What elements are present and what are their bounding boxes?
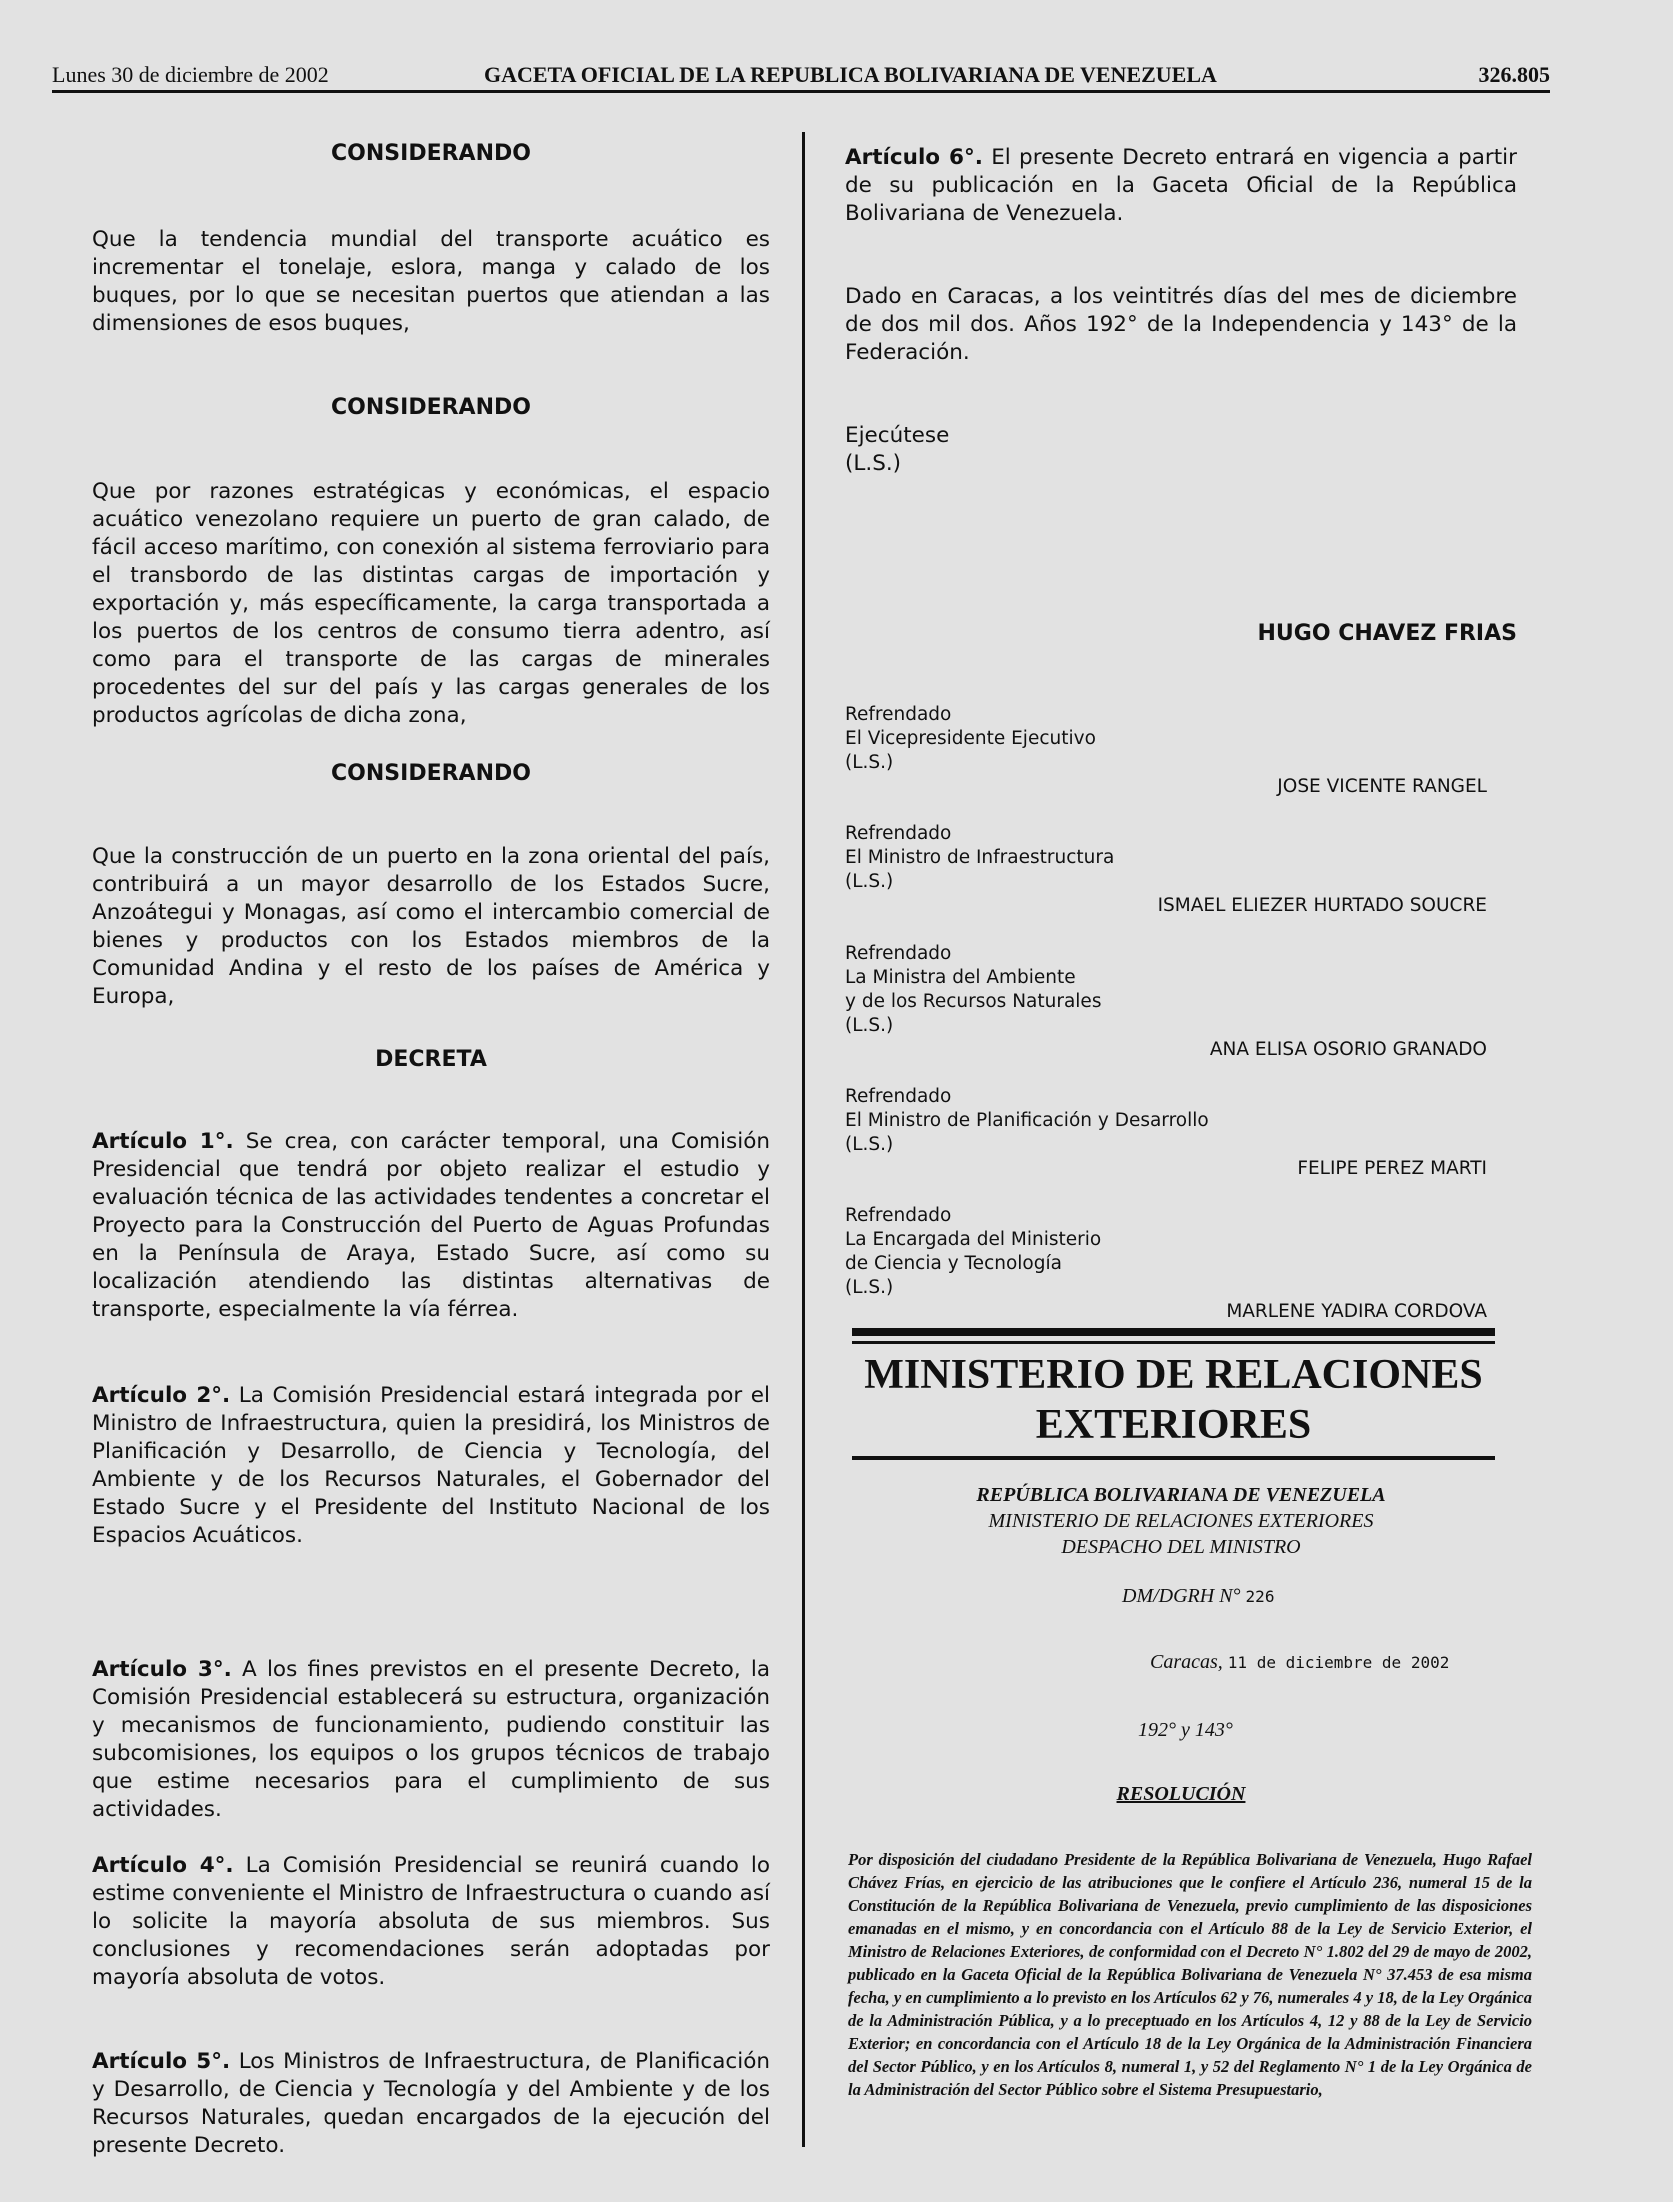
- article-4-text: La Comisión Presidencial se reunirá cuando lo estime conveniente el Ministro de Infraestructura o cuando así lo solicite la mayoría absoluta de sus miembros. Sus conclusiones y recomendaciones serán adoptadas por mayoría absoluta de votos.: [92, 1853, 770, 1990]
- dm-number-line: [845, 1582, 1517, 1611]
- refrendado-name: JOSE VICENTE RANGEL: [1277, 776, 1487, 797]
- considerando-paragraph-1: Que la tendencia mundial del transporte acuático es incrementar el tonelaje, eslora, manga y calado de los buques, por lo que se necesitan puertos que atiendan a las dimensiones de esos buques,: [92, 227, 770, 336]
- considerando-heading-3: CONSIDERANDO: [331, 761, 531, 786]
- refrendado-role: La Encargada del Ministerio: [845, 1229, 1102, 1250]
- caracas-date-line: [845, 1648, 1517, 1677]
- dm-label: DM/DGRH N°: [1122, 1585, 1241, 1607]
- ejecutese-block: [845, 422, 1517, 478]
- article-5-label: Artículo 5°.: [92, 2049, 231, 2074]
- refrendado-name: ISMAEL ELIEZER HURTADO SOUCRE: [1157, 895, 1487, 916]
- republic-line: REPÚBLICA BOLIVARIANA DE VENEZUELA: [976, 1484, 1386, 1506]
- refrendado-block-5: Refrendado La Encargada del Ministerio de Ciencia y Tecnología (L.S.) MARLENE YADIRA CORDOVA: [845, 1204, 1517, 1324]
- article-3-label: Artículo 3°.: [92, 1657, 232, 1682]
- article-3: [92, 1656, 770, 1824]
- refrendado-role: La Ministra del Ambiente: [845, 967, 1076, 988]
- considerando-heading-2: CONSIDERANDO: [331, 395, 531, 420]
- article-1-label: Artículo 1°.: [92, 1129, 234, 1154]
- header-title: GACETA OFICIAL DE LA REPUBLICA BOLIVARIANA DE VENEZUELA: [484, 62, 1217, 87]
- ministry-top-rule: [852, 1328, 1495, 1336]
- refrendado-name: ANA ELISA OSORIO GRANADO: [1209, 1039, 1487, 1060]
- header-date: Lunes 30 de diciembre de 2002: [52, 62, 329, 87]
- article-5: [92, 2048, 770, 2160]
- considerando-paragraph-2: Que por razones estratégicas y económicas, el espacio acuático venezolano requiere un puerto de gran calado, de fácil acceso marítimo, con conexión al sistema ferroviario para el transbordo de las distintas cargas de importación y exportación y, más específicamente, la carga transportada a los puertos de los centros de consumo tierra adentro, así como para el transporte de las cargas de minerales procedentes del sur del país y las cargas generales de los productos agrícolas de dicha zona,: [92, 479, 770, 728]
- dm-number: 226: [1245, 1587, 1275, 1606]
- refrendado-role: El Ministro de Infraestructura: [845, 847, 1115, 868]
- ministry-title: MINISTERIO DE RELACIONES EXTERIORES: [864, 1352, 1483, 1448]
- refrendado-block-2: Refrendado El Ministro de Infraestructura (L.S.) ISMAEL ELIEZER HURTADO SOUCRE: [845, 822, 1517, 918]
- article-4: [92, 1852, 770, 1992]
- considerando-paragraph-3: Que la construcción de un puerto en la zona oriental del país, contribuirá a un mayor desarrollo de los Estados Sucre, Anzoátegui y Monagas, así como el intercambio comercial de bienes y productos con los Estados miembros de la Comunidad Andina y el resto de los países de América y Europa,: [92, 844, 770, 1009]
- refrendado-block-1: Refrendado El Vicepresidente Ejecutivo (L.S.) JOSE VICENTE RANGEL: [845, 703, 1517, 799]
- article-2-text: La Comisión Presidencial estará integrada por el Ministro de Infraestructura, quien la presidirá, los Ministros de Planificación y Desarrollo, de Ciencia y Tecnología, del Ambiente y de los Recursos Naturales, el Gobernador del Estado Sucre y el Presidente del Instituto Nacional de los Espacios Acuáticos.: [92, 1383, 770, 1548]
- article-2: [92, 1382, 770, 1550]
- years-line: 192° y 143°: [1138, 1719, 1233, 1741]
- article-6-label: Artículo 6°.: [845, 145, 983, 170]
- ministry-bottom-rule: [852, 1456, 1495, 1460]
- refrendado-name: MARLENE YADIRA CORDOVA: [1226, 1301, 1487, 1322]
- article-5-text: Los Ministros de Infraestructura, de Planificación y Desarrollo, de Ciencia y Tecnología y del Ambiente y de los Recursos Naturales, quedan encargados de la ejecución del presente Decreto.: [92, 2049, 770, 2158]
- gazette-header: [52, 60, 1550, 93]
- president-signature: HUGO CHAVEZ FRIAS: [1257, 621, 1517, 646]
- refrendado-role: El Vicepresidente Ejecutivo: [845, 728, 1096, 749]
- decreta-heading: DECRETA: [375, 1047, 487, 1072]
- article-6: [845, 144, 1517, 228]
- article-1-text: Se crea, con carácter temporal, una Comisión Presidencial que tendrá por objeto realizar el estudio y evaluación técnica de las actividades tendentes a concretar el Proyecto para la Construcción del Puerto de Aguas Profundas en la Península de Araya, Estado Sucre, así como su localización atendiendo las distintas alternativas de transporte, especialmente la vía férrea.: [92, 1129, 770, 1322]
- refrendado-name: FELIPE PEREZ MARTI: [1297, 1158, 1487, 1179]
- article-6-text: El presente Decreto entrará en vigencia a partir de su publicación en la Gaceta Oficial de la República Bolivariana de Venezuela.: [845, 145, 1517, 226]
- refrendado-block-3: Refrendado La Ministra del Ambiente y de los Recursos Naturales (L.S.) ANA ELISA OSORIO GRANADO: [845, 942, 1517, 1062]
- ls-seal-text: (L.S.): [845, 451, 902, 476]
- ministry-line: MINISTERIO DE RELACIONES EXTERIORES: [988, 1510, 1374, 1532]
- article-2-label: Artículo 2°.: [92, 1383, 231, 1408]
- refrendado-role-cont: y de los Recursos Naturales: [845, 991, 1102, 1012]
- resolucion-heading: RESOLUCIÓN: [1116, 1783, 1246, 1805]
- article-4-label: Artículo 4°.: [92, 1853, 234, 1878]
- dado-en-caracas: Dado en Caracas, a los veintitrés días del mes de diciembre de dos mil dos. Años 192° de la Independencia y 143° de la Federación.: [845, 284, 1517, 365]
- refrendado-block-4: Refrendado El Ministro de Planificación y Desarrollo (L.S.) FELIPE PEREZ MARTI: [845, 1085, 1517, 1181]
- ministry-top-rule-thin: [852, 1341, 1495, 1344]
- caracas-label: Caracas,: [1150, 1651, 1223, 1673]
- column-divider: [802, 132, 805, 2147]
- ejecutese-text: Ejecútese: [845, 423, 950, 448]
- caracas-date: 11 de diciembre de 2002: [1227, 1653, 1450, 1672]
- refrendado-role: El Ministro de Planificación y Desarrollo: [845, 1110, 1209, 1131]
- resolution-letterhead: [845, 1482, 1517, 1560]
- refrendado-role-cont: de Ciencia y Tecnología: [845, 1253, 1062, 1274]
- considerando-heading-1: CONSIDERANDO: [331, 141, 531, 166]
- article-1: [92, 1128, 770, 1324]
- despacho-line: DESPACHO DEL MINISTRO: [1061, 1536, 1301, 1558]
- resolution-preamble: Por disposición del ciudadano Presidente de la República Bolivariana de Venezuela, Hugo Rafael Chávez Frías, en ejercicio de las atribuciones que le confiere el Artículo 236, numeral 15 de la Constitución de la República Bolivariana de Venezuela, previo cumplimiento de las disposiciones emanadas en el mismo, y en concordancia con el Artículo 88 de la Ley de Servicio Exterior, el Ministro de Relaciones Exteriores, de conformidad con el Decreto N° 1.802 del 29 de mayo de 2002, publicado en la Gaceta Oficial de la República Bolivariana de Venezuela N° 37.453 de esa misma fecha, y en cumplimiento a lo previsto en los Artículos 62 y 76, numerales 4 y 18, de la Ley Orgánica de la Administración Pública, y a lo preceptuado en los Artículos 4, 12 y 88 de la Ley de Servicio Exterior; en concordancia con el Artículo 18 de la Ley Orgánica de la Administración Financiera del Sector Público, y en los Artículos 8, numeral 1, y 52 del Reglamento N° 1 de la Ley Orgánica de la Administración del Sector Público sobre el Sistema Presupuestario,: [848, 1850, 1532, 2099]
- header-page-number: 326.805: [1478, 62, 1550, 87]
- article-3-text: A los fines previstos en el presente Decreto, la Comisión Presidencial establecerá su estructura, organización y mecanismos de funcionamiento, pudiendo constituir las subcomisiones, los equipos o los grupos técnicos de trabajo que estime necesarios para el cumplimiento de sus actividades.: [92, 1657, 771, 1822]
